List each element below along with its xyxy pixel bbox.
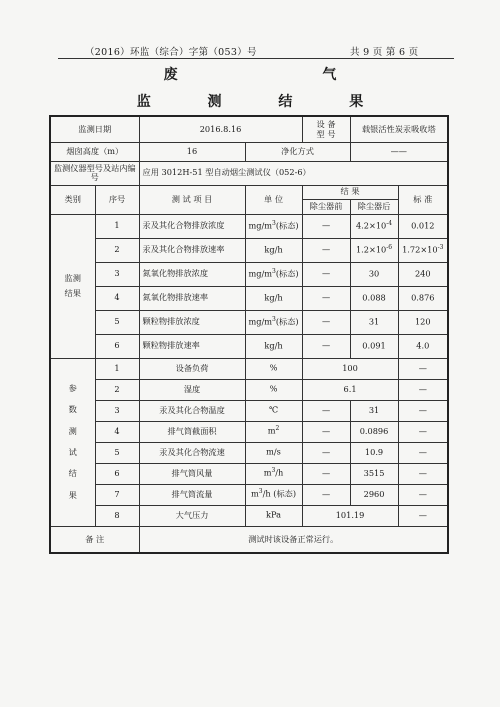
table-row <box>50 421 448 442</box>
row-number: 2 <box>95 238 139 262</box>
table-row <box>50 238 448 262</box>
before-value: — <box>302 286 350 310</box>
row-number: 4 <box>95 421 139 442</box>
test-item: 设备负荷 <box>139 358 245 379</box>
after-value: 2960 <box>350 484 398 505</box>
before-value: — <box>302 400 350 421</box>
standard-value <box>398 334 448 358</box>
after-value: 0.0896 <box>350 421 398 442</box>
after-value-text: 0.091 <box>362 340 386 351</box>
purification-value: —— <box>350 142 448 161</box>
col-after-collector: 除尘器后 <box>350 199 398 214</box>
standard-value-text: 4.0 <box>416 340 430 351</box>
test-item: 氮氧化物排放浓度 <box>139 262 245 286</box>
results-table <box>49 115 449 554</box>
row-number: 4 <box>95 286 139 310</box>
test-item: 排气筒风量 <box>139 463 245 484</box>
table-row <box>50 334 448 358</box>
unit-text: mg/m <box>248 316 272 327</box>
standard-value <box>398 214 448 238</box>
standard-value-text: 0.876 <box>411 292 435 303</box>
before-value: — <box>302 442 350 463</box>
unit-text: m <box>267 426 276 437</box>
unit <box>245 442 302 463</box>
after-value-sup: -6 <box>386 243 393 251</box>
standard-value <box>398 286 448 310</box>
row-number: 6 <box>95 463 139 484</box>
unit <box>245 214 302 238</box>
row-number: 8 <box>95 505 139 526</box>
category-char: 果 <box>68 489 77 500</box>
unit <box>245 286 302 310</box>
before-value: — <box>302 334 350 358</box>
unit-text: ℃ <box>268 405 279 416</box>
result-value: 100 <box>302 358 398 379</box>
category-char: 测 <box>68 425 77 436</box>
unit <box>245 484 302 505</box>
before-value: — <box>302 262 350 286</box>
instrument-label: 监测仪器型号及站内编号 <box>50 161 139 185</box>
unit <box>245 310 302 334</box>
unit-text: kg/h <box>264 340 283 351</box>
table-row <box>50 358 448 379</box>
category-monitoring-results: 监测结果 <box>50 214 95 358</box>
row-number: 6 <box>95 334 139 358</box>
result-value: 101.19 <box>302 505 398 526</box>
unit-sup: 3 <box>271 219 276 227</box>
standard-value <box>398 238 448 262</box>
after-value: 31 <box>350 400 398 421</box>
col-category: 类别 <box>50 185 95 214</box>
unit-text: % <box>269 363 278 374</box>
table-row <box>50 442 448 463</box>
category-char: 参 <box>68 383 77 394</box>
before-value: — <box>302 421 350 442</box>
category-parameter-results <box>50 358 95 526</box>
unit-sup: 2 <box>275 425 280 433</box>
test-item: 汞及其化合物温度 <box>139 400 245 421</box>
table-row <box>50 463 448 484</box>
test-item: 颗粒物排放速率 <box>139 334 245 358</box>
category-char: 试 <box>68 447 77 457</box>
test-item: 排气筒截面积 <box>139 421 245 442</box>
before-value: — <box>302 484 350 505</box>
unit-suffix: (标态) <box>275 316 299 327</box>
table-row <box>50 214 448 238</box>
remarks-label: 备 注 <box>50 526 139 553</box>
test-item: 汞及其化合物排放速率 <box>139 238 245 262</box>
test-item: 汞及其化合物流速 <box>139 442 245 463</box>
standard-value-text: 0.012 <box>411 220 435 231</box>
table-row <box>50 400 448 421</box>
row-number: 7 <box>95 484 139 505</box>
standard-value-text: 120 <box>414 316 431 327</box>
category-char: 数 <box>68 404 77 415</box>
before-value: — <box>302 310 350 334</box>
date-label: 监测日期 <box>50 116 139 142</box>
test-item: 颗粒物排放浓度 <box>139 310 245 334</box>
instrument-value: 应用 3012H-51 型自动烟尘测试仪（052-6） <box>139 161 448 185</box>
standard-value: — <box>398 421 448 442</box>
unit <box>245 400 302 421</box>
unit-suffix: (标态) <box>275 220 299 231</box>
unit <box>245 238 302 262</box>
unit <box>245 505 302 526</box>
title-monitoring-results: 监 测 结 果 <box>136 94 390 110</box>
unit <box>245 379 302 400</box>
unit-suffix: /h <box>275 468 284 479</box>
category-char: 结 <box>68 468 77 479</box>
col-unit: 单 位 <box>245 185 302 214</box>
unit-text: m <box>251 489 259 500</box>
row-number: 3 <box>95 262 139 286</box>
col-test-item: 测 试 项 目 <box>139 185 245 214</box>
unit-text: kg/h <box>264 244 283 255</box>
title-exhaust-gas: 废 气 <box>163 67 407 83</box>
after-value-text: 4.2×10 <box>355 220 387 231</box>
table-row <box>50 310 448 334</box>
test-item: 排气筒流量 <box>139 484 245 505</box>
unit-suffix: (标态) <box>275 268 299 279</box>
stack-height-value: 16 <box>139 142 245 161</box>
table-row <box>50 484 448 505</box>
table-row <box>50 379 448 400</box>
after-value <box>350 286 398 310</box>
standard-value: — <box>398 442 448 463</box>
standard-value: — <box>398 358 448 379</box>
result-value: 6.1 <box>302 379 398 400</box>
standard-value: — <box>398 484 448 505</box>
header-rule <box>58 58 454 59</box>
standard-value: — <box>398 400 448 421</box>
unit <box>245 334 302 358</box>
standard-value-text: 240 <box>414 268 431 279</box>
col-result: 结 果 <box>302 185 398 199</box>
unit-suffix: /h (标态) <box>262 489 297 500</box>
after-value: 3515 <box>350 463 398 484</box>
row-number: 5 <box>95 310 139 334</box>
remarks-text: 测试时该设备正常运行。 <box>139 526 448 553</box>
col-number: 序号 <box>95 185 139 214</box>
table-row <box>50 505 448 526</box>
before-value: — <box>302 214 350 238</box>
standard-value: — <box>398 379 448 400</box>
test-item: 汞及其化合物排放浓度 <box>139 214 245 238</box>
unit <box>245 463 302 484</box>
unit-sup: 3 <box>271 267 276 275</box>
table-row <box>50 262 448 286</box>
standard-value <box>398 310 448 334</box>
after-value <box>350 334 398 358</box>
after-value <box>350 214 398 238</box>
standard-value <box>398 262 448 286</box>
standard-value: — <box>398 463 448 484</box>
unit-text: mg/m <box>248 268 272 279</box>
standard-value-text: 1.72×10 <box>402 244 438 255</box>
after-value <box>350 262 398 286</box>
unit-text: m <box>263 468 272 479</box>
unit <box>245 358 302 379</box>
unit <box>245 262 302 286</box>
unit-text: kg/h <box>264 292 283 303</box>
after-value-sup: -4 <box>386 219 393 227</box>
unit-text: % <box>269 384 278 395</box>
col-before-collector: 除尘器前 <box>302 199 350 214</box>
unit-text: kPa <box>266 510 282 521</box>
equipment-model-label: 设 备 型 号 <box>302 116 350 142</box>
unit-sup: 3 <box>258 488 263 496</box>
standard-value-sup: -3 <box>437 243 444 251</box>
row-number: 2 <box>95 379 139 400</box>
after-value <box>350 238 398 262</box>
stack-height-label: 烟囱高度（m） <box>50 142 139 161</box>
unit-sup: 3 <box>271 467 276 475</box>
unit-text: mg/m <box>248 220 272 231</box>
before-value: — <box>302 463 350 484</box>
unit-text: m/s <box>266 447 281 458</box>
row-number: 1 <box>95 358 139 379</box>
row-number: 1 <box>95 214 139 238</box>
after-value-text: 30 <box>368 268 380 279</box>
before-value: — <box>302 238 350 262</box>
row-number: 3 <box>95 400 139 421</box>
unit-sup: 3 <box>271 315 276 323</box>
after-value <box>350 310 398 334</box>
col-standard: 标 准 <box>398 185 448 214</box>
after-value-text: 1.2×10 <box>355 244 387 255</box>
test-item: 湿度 <box>139 379 245 400</box>
after-value: 10.9 <box>350 442 398 463</box>
standard-value: — <box>398 505 448 526</box>
equipment-model-value: 载银活性炭汞吸收塔 <box>350 116 448 142</box>
date-value: 2016.8.16 <box>139 116 302 142</box>
after-value-text: 0.088 <box>362 292 386 303</box>
purification-label: 净化方式 <box>245 142 350 161</box>
after-value-text: 31 <box>368 316 380 327</box>
row-number: 5 <box>95 442 139 463</box>
document-number: （2016）环监（综合）字第（053）号 <box>85 47 257 58</box>
page-indicator: 共 9 页 第 6 页 <box>350 47 419 58</box>
test-item: 氮氧化物排放速率 <box>139 286 245 310</box>
unit <box>245 421 302 442</box>
table-row <box>50 286 448 310</box>
test-item: 大气压力 <box>139 505 245 526</box>
